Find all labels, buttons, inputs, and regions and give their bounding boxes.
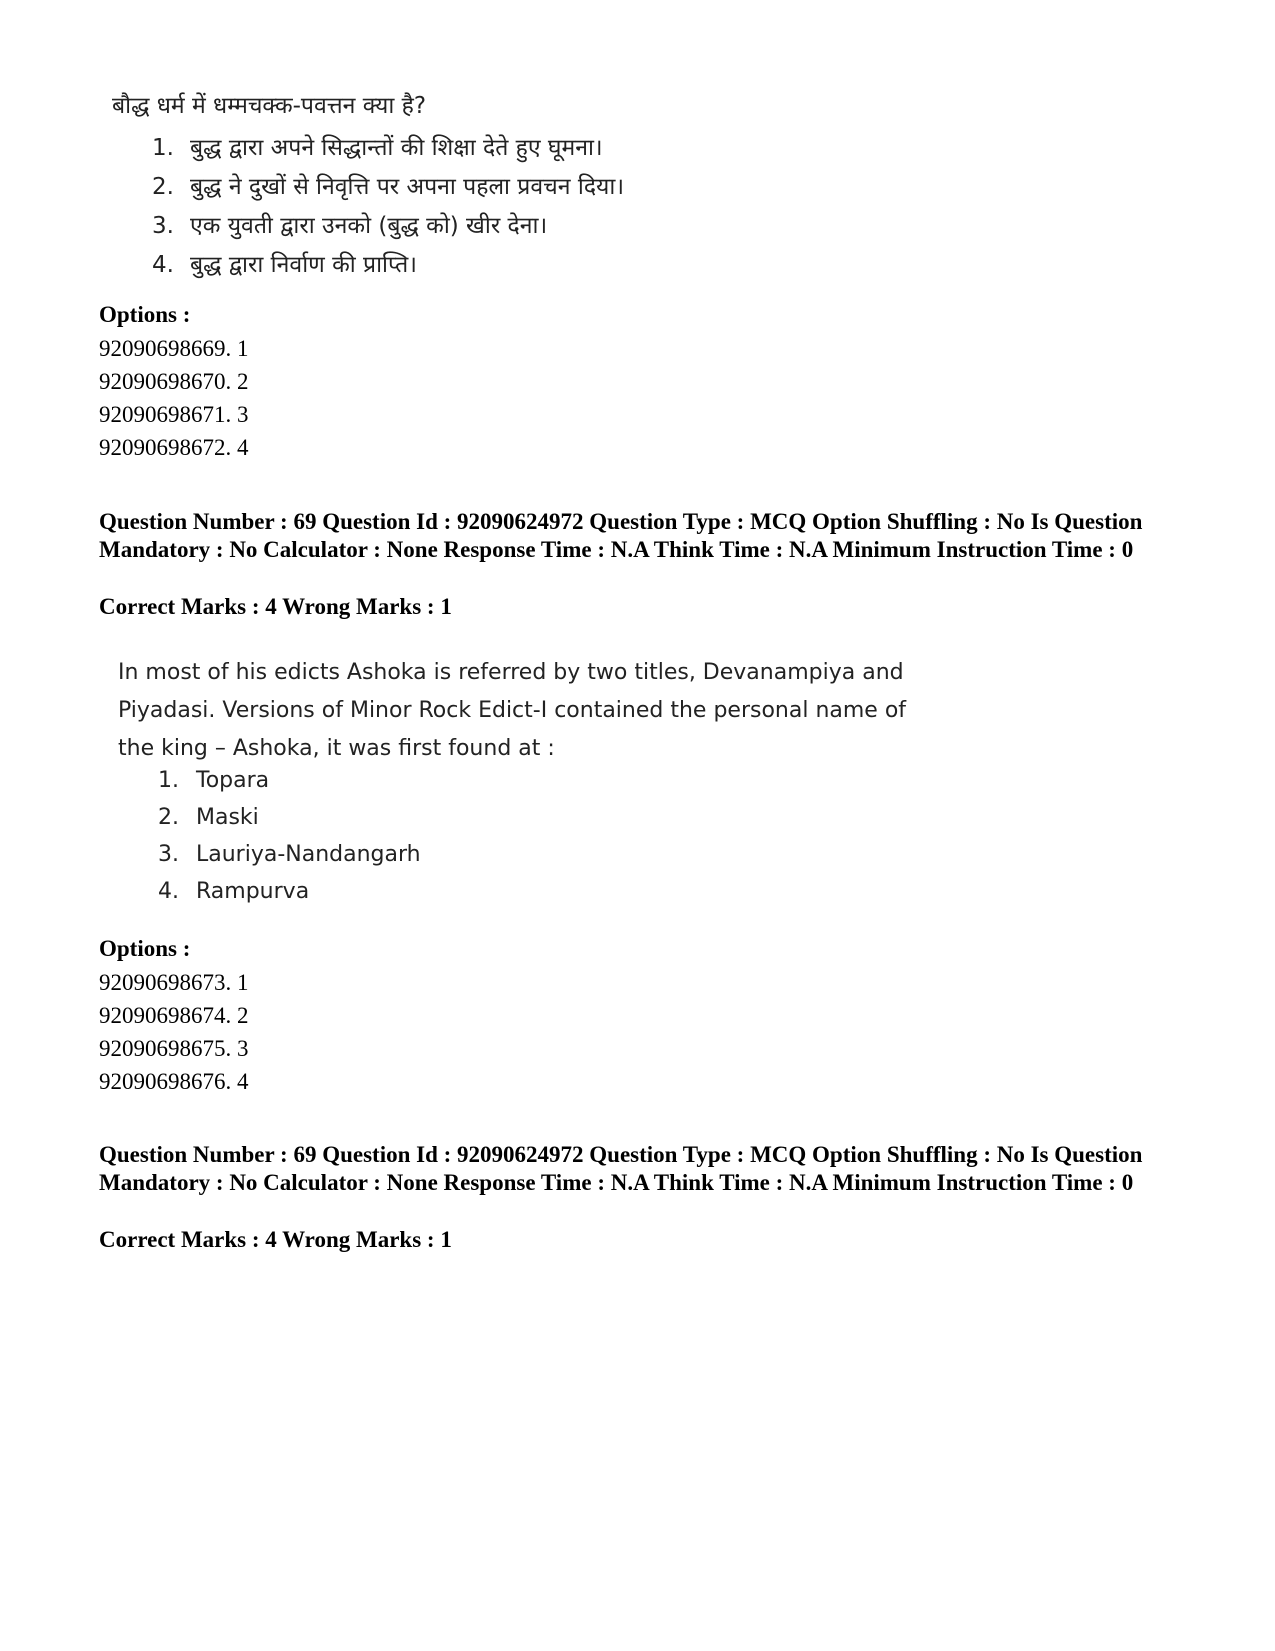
choice-number: 2.: [158, 805, 179, 830]
question-choice: [118, 879, 938, 916]
question-choice: [118, 768, 938, 805]
choice-text: बुद्ध द्वारा निर्वाण की प्राप्ति।: [190, 252, 417, 278]
question-choice: [118, 805, 938, 842]
question-choice: [112, 208, 624, 247]
choice-number: 4.: [158, 879, 179, 904]
question-choice: [112, 169, 624, 208]
choice-text: Rampurva: [196, 879, 310, 904]
option-row: 92090698674. 2: [99, 1003, 249, 1028]
choice-text: एक युवती द्वारा उनको (बुद्ध को) खीर देना।: [190, 213, 548, 239]
choice-text: बुद्ध द्वारा अपने सिद्धान्तों की शिक्षा देते हुए घूमना।: [190, 135, 603, 161]
choice-number: 1.: [158, 768, 179, 793]
choice-number: 3.: [158, 842, 179, 867]
option-row: 92090698672. 4: [99, 435, 249, 460]
question-choice: [112, 247, 624, 286]
option-row: 92090698676. 4: [99, 1069, 249, 1094]
question-stem: In most of his edicts Ashoka is referred by two titles, Devanampiya and Piyadasi. Versions of Minor Rock Edict-I contained the personal name of the king – Ashoka, it was first found at :: [118, 660, 907, 761]
question-image-hindi: [112, 88, 624, 286]
question-choice-list: [118, 768, 938, 916]
option-row: 92090698675. 3: [99, 1036, 249, 1061]
choice-number: 1.: [152, 135, 174, 161]
choice-text: Lauriya-Nandangarh: [196, 842, 421, 867]
choice-text: Maski: [196, 805, 259, 830]
question-choice-list: [112, 130, 624, 286]
option-row: 92090698670. 2: [99, 369, 249, 394]
choice-text: बुद्ध ने दुखों से निवृत्ति पर अपना पहला प्रवचन दिया।: [190, 174, 625, 200]
question-choice: [112, 130, 624, 169]
choice-number: 2.: [152, 174, 174, 200]
question-metadata: Question Number : 69 Question Id : 92090624972 Question Type : MCQ Option Shuffling : No Is Question Mandatory : No Calculator : None Response Time : N.A Think Time : N.A Minimum Instruction Time : 0: [99, 1142, 1143, 1195]
choice-number: 4.: [152, 252, 174, 278]
question-stem: बौद्ध धर्म में धम्मचक्क-पवत्तन क्या है?: [112, 93, 427, 119]
option-row: 92090698671. 3: [99, 402, 249, 427]
question-image-english: [118, 654, 938, 916]
options-heading: Options :: [99, 936, 191, 961]
choice-text: Topara: [196, 768, 270, 793]
option-row: 92090698673. 1: [99, 970, 249, 995]
marks-line: Correct Marks : 4 Wrong Marks : 1: [99, 1227, 452, 1252]
option-row: 92090698669. 1: [99, 336, 249, 361]
options-heading: Options :: [99, 302, 191, 327]
question-metadata: Question Number : 69 Question Id : 92090624972 Question Type : MCQ Option Shuffling : No Is Question Mandatory : No Calculator : None Response Time : N.A Think Time : N.A Minimum Instruction Time : 0: [99, 509, 1143, 562]
marks-line: Correct Marks : 4 Wrong Marks : 1: [99, 594, 452, 619]
choice-number: 3.: [152, 213, 174, 239]
question-choice: [118, 842, 938, 879]
